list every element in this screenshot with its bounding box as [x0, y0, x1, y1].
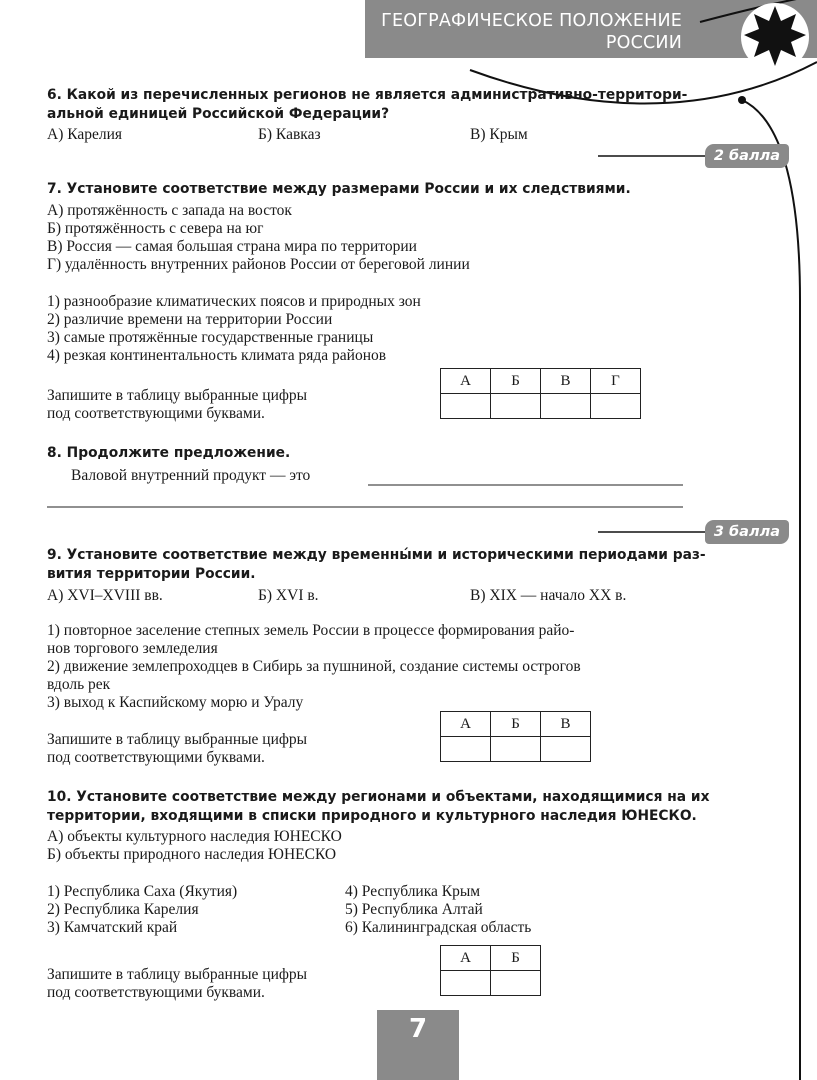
q9-title	[47, 546, 706, 584]
list-item: 4) резкая континентальность климата ряда районов	[47, 347, 387, 364]
list-item: 1) разнообразие климатических поясов и природных зон	[47, 293, 421, 310]
q9-title-line2: вития территории России.	[47, 566, 256, 582]
q6-option-b: Б) Кавказ	[258, 126, 321, 143]
list-item: 2) движение землепроходцев в Сибирь за пушниной, создание системы острогов	[47, 658, 581, 675]
table-header-cell: А	[441, 369, 491, 394]
answer-cell[interactable]	[491, 737, 541, 762]
q6-option-c: В) Крым	[470, 126, 528, 143]
q7-numbers	[47, 293, 421, 365]
table-header-cell: Б	[491, 712, 541, 737]
list-item: 2) Республика Карелия	[47, 901, 199, 918]
list-item: 4) Республика Крым	[345, 883, 481, 900]
table-header-cell: В	[541, 712, 591, 737]
q6-title-line2: альной единицей Российской Федерации?	[47, 106, 390, 122]
answer-cell[interactable]	[491, 971, 541, 996]
q10-letters	[47, 828, 342, 864]
q8-text: Валовой внутренний продукт — это	[71, 467, 311, 484]
score-badge: 2 балла	[705, 144, 789, 168]
q9-instruction-line2: под соответствующими буквами.	[47, 749, 265, 766]
q9-option-c: В) XIX — начало XX в.	[470, 587, 627, 604]
table-header-cell: Б	[491, 369, 541, 394]
table-header-cell: А	[441, 712, 491, 737]
q8-answer-line-2[interactable]	[47, 490, 683, 508]
list-item: 1) Республика Саха (Якутия)	[47, 883, 238, 900]
q9-option-a: А) XVI–XVIII вв.	[47, 587, 163, 604]
list-item: 3) выход к Каспийскому морю и Уралу	[47, 694, 304, 711]
q9-instruction-line1: Запишите в таблицу выбранные цифры	[47, 731, 308, 748]
star-icon	[741, 3, 809, 71]
q10-title-line2: территории, входящими в списки природного и культурного наследия ЮНЕСКО.	[47, 808, 697, 824]
list-item: 3) Камчатский край	[47, 919, 178, 936]
q10-title-line1: 10. Установите соответствие между регионами и объектами, находящимися на их	[47, 789, 710, 805]
list-item: 3) самые протяжённые государственные границы	[47, 329, 374, 346]
table-header-cell: А	[441, 946, 491, 971]
answer-cell[interactable]	[591, 394, 641, 419]
q7-instruction	[47, 387, 307, 423]
answer-cell[interactable]	[541, 394, 591, 419]
q10-answer-table	[440, 945, 541, 996]
table-header-cell: В	[541, 369, 591, 394]
q6-option-a: А) Карелия	[47, 126, 123, 143]
list-item: Г) удалённость внутренних районов России от береговой линии	[47, 256, 470, 273]
list-item: Б) протяжённость с севера на юг	[47, 220, 264, 237]
answer-cell[interactable]	[441, 737, 491, 762]
list-item: 5) Республика Алтай	[345, 901, 483, 918]
q7-answer-table	[440, 368, 641, 419]
q9-numbers	[47, 622, 581, 712]
answer-cell[interactable]	[441, 971, 491, 996]
answer-cell[interactable]	[441, 394, 491, 419]
list-item: Б) объекты природного наследия ЮНЕСКО	[47, 846, 337, 863]
q8-answer-line[interactable]	[368, 468, 683, 486]
list-item: 6) Калининградская область	[345, 919, 532, 936]
q10-instruction-line1: Запишите в таблицу выбранные цифры	[47, 966, 308, 983]
q10-numbers-right	[345, 883, 531, 937]
list-item: вдоль рек	[47, 676, 111, 693]
q10-title	[47, 788, 709, 826]
q7-instruction-line2: под соответствующими буквами.	[47, 405, 265, 422]
list-item: А) объекты культурного наследия ЮНЕСКО	[47, 828, 342, 845]
q9-answer-table	[440, 711, 591, 762]
q9-title-line1: 9. Установите соответствие между временны́ми и историческими периодами раз-	[47, 547, 706, 563]
q9-instruction	[47, 731, 307, 767]
score-badge: 3 балла	[705, 520, 789, 544]
answer-cell[interactable]	[491, 394, 541, 419]
list-item: А) протяжённость с запада на восток	[47, 202, 292, 219]
q9-option-b: Б) XVI в.	[258, 587, 319, 604]
q7-instruction-line1: Запишите в таблицу выбранные цифры	[47, 387, 308, 404]
q7-letters	[47, 202, 470, 274]
list-item: 2) различие времени на территории России	[47, 311, 333, 328]
list-item: В) Россия — самая большая страна мира по территории	[47, 238, 417, 255]
table-header-cell: Б	[491, 946, 541, 971]
list-item: 1) повторное заселение степных земель России в процессе формирования райо-	[47, 622, 575, 639]
q10-numbers-left	[47, 883, 237, 937]
q10-instruction-line2: под соответствующими буквами.	[47, 984, 265, 1001]
list-item: нов торгового земледелия	[47, 640, 218, 657]
page-number: 7	[408, 1014, 428, 1044]
chapter-title-line2: РОССИИ	[605, 33, 682, 53]
answer-cell[interactable]	[541, 737, 591, 762]
q6-title	[47, 86, 687, 124]
q7-title: 7. Установите соответствие между размерами России и их следствиями.	[47, 181, 631, 197]
q6-title-line1: 6. Какой из перечисленных регионов не является административно-территори-	[47, 87, 688, 103]
table-header-cell: Г	[591, 369, 641, 394]
q8-title: 8. Продолжите предложение.	[47, 445, 291, 461]
q10-instruction	[47, 966, 307, 1002]
chapter-title-line1: ГЕОГРАФИЧЕСКОЕ ПОЛОЖЕНИЕ	[381, 11, 682, 31]
